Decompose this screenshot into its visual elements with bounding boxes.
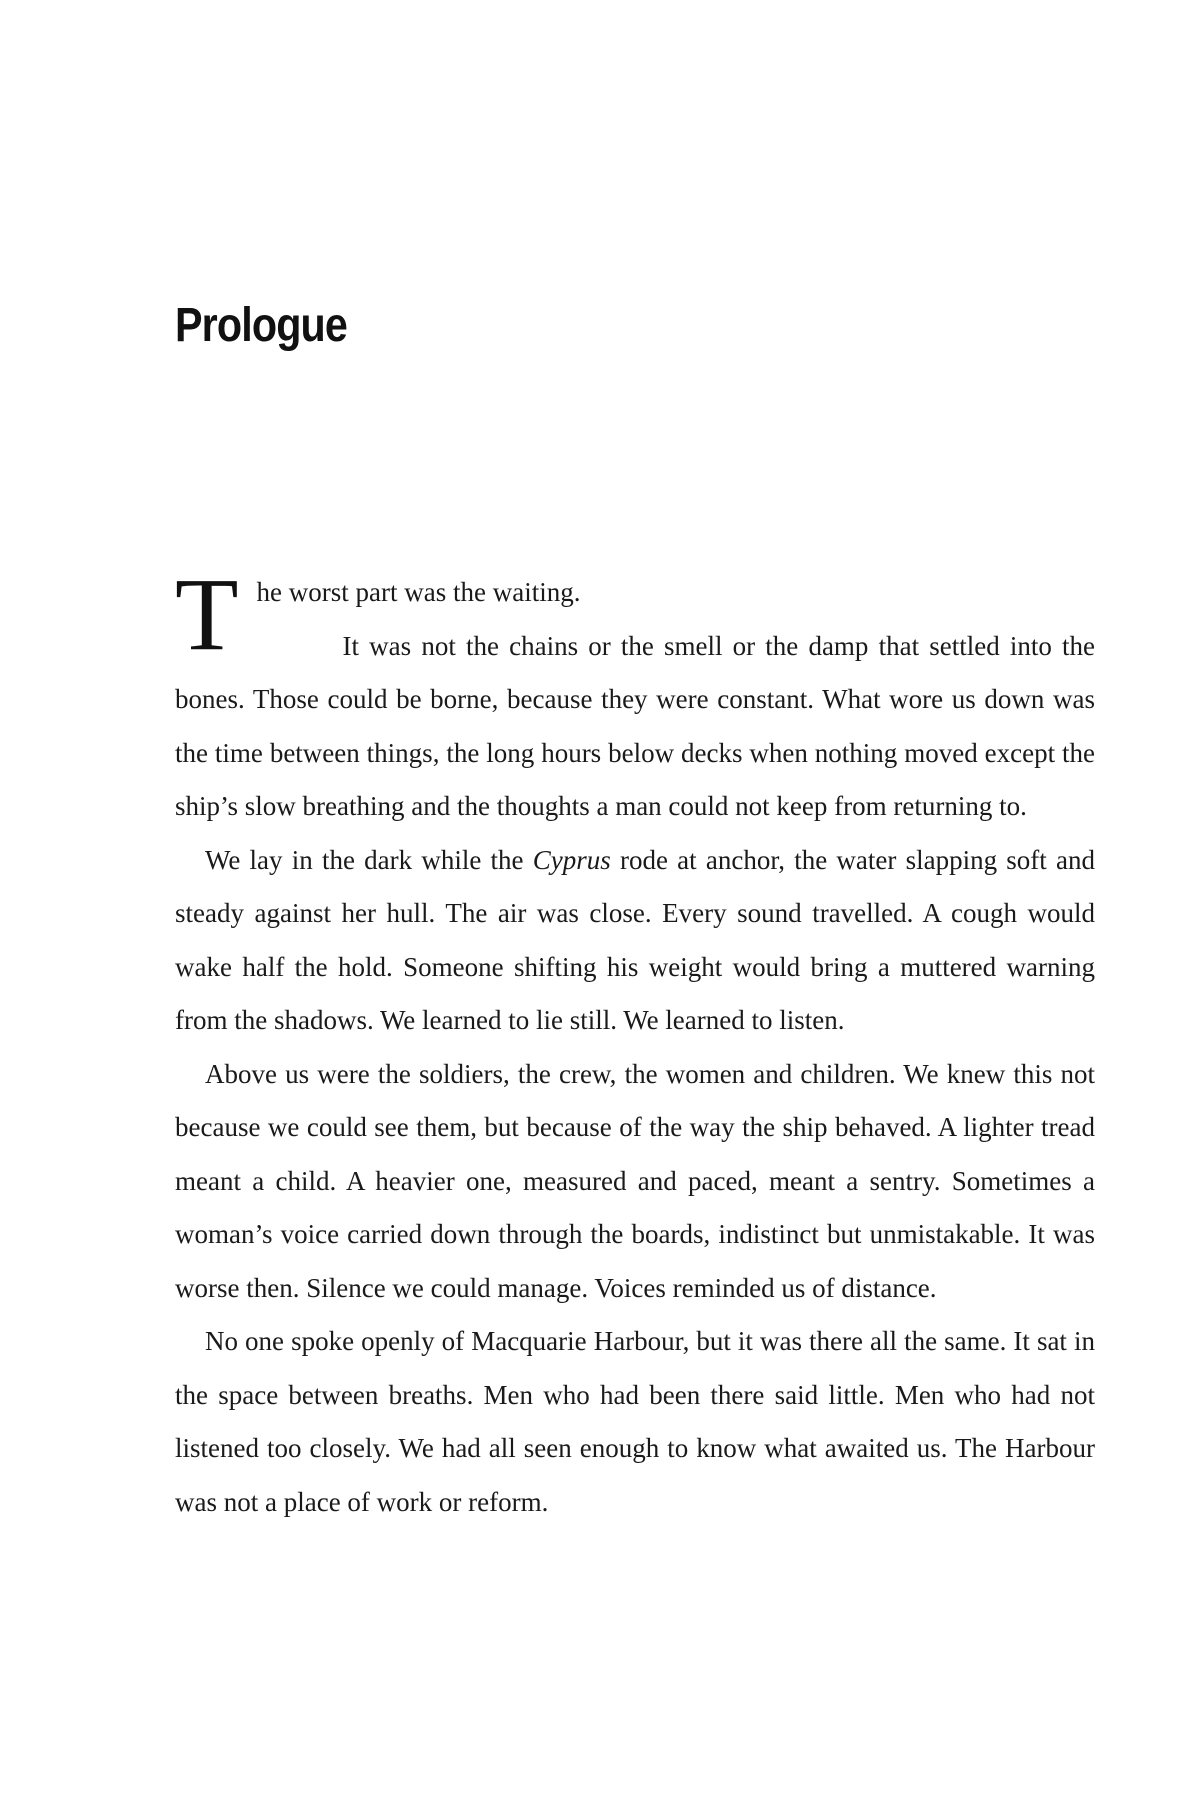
chapter-body <box>175 557 1095 1529</box>
paragraph-3-text-a: We lay in the dark while the <box>205 844 533 875</box>
paragraph-3 <box>175 834 1095 1048</box>
ship-name: Cyprus <box>532 844 611 875</box>
paragraph-3-text-b: rode at anchor, the water slapping soft and steady against her hull. The air was close. Every sound travelled. A cough would wake half the hold. Someone shifting his weight would bring a muttered warning from the shadows. We learned to lie still. We learned to listen. <box>175 844 1095 1035</box>
paragraph-4: Above us were the soldiers, the crew, the women and children. We knew this not because we could see them, but because of the way the ship behaved. A lighter tread meant a child. A heavier one, measured and paced, meant a sentry. Sometimes a woman’s voice carried down through the boards, indistinct but unmistakable. It was worse then. Silence we could manage. Voices reminded us of distance. <box>175 1058 1095 1303</box>
drop-cap: T <box>175 557 239 672</box>
chapter-title: Prologue <box>175 299 348 352</box>
paragraph-5: No one spoke openly of Macquarie Harbour, but it was there all the same. It sat in the space between breaths. Men who had been there said little. Men who had not listened too closely. We had all seen enough to know what awaited us. The Harbour was not a place of work or reform. <box>175 1326 1095 1517</box>
paragraph-1-text: he worst part was the waiting. <box>256 577 581 607</box>
paragraph-1 <box>175 557 1095 834</box>
paragraph-2: It was not the chains or the smell or the damp that settled into the bones. Those could be borne, because they were constant. What wore us down was the time between things, the long hours below decks when nothing moved except the ship’s slow breathing and the thoughts a man could not keep from returning to. <box>175 630 1095 821</box>
